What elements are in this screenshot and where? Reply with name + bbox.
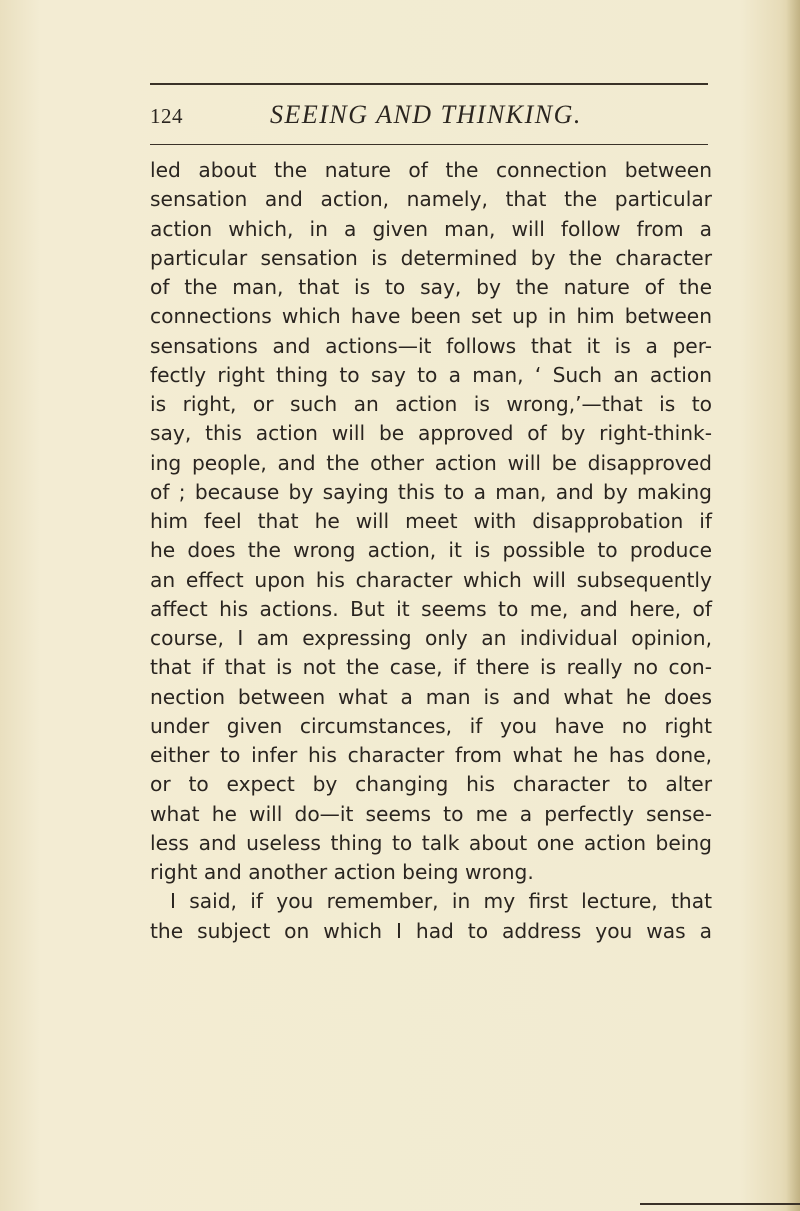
text-line: what he will do—it seems to me a perfectly sense-: [150, 801, 712, 826]
text-line: either to infer his character from what he has done,: [150, 743, 712, 767]
text-line: under given circumstances, if you have no right: [150, 713, 712, 738]
text-line: an effect upon his character which will subsequently: [150, 567, 712, 592]
text-line: he does the wrong action, it is possible to produce: [150, 538, 712, 563]
text-line: or to expect by changing his character to alter: [150, 772, 712, 797]
text-line: connections which have been set up in him between: [150, 304, 712, 329]
page-bottom-edge: [640, 1203, 800, 1205]
header-bottom-rule: [150, 144, 708, 145]
text-line: led about the nature of the connection between: [150, 158, 712, 182]
body-text: [150, 156, 712, 946]
text-line: say, this action will be approved of by right-think-: [150, 421, 712, 446]
header-top-rule: [150, 83, 708, 85]
paragraph-start-line: I said, if you remember, in my first lecture, that: [170, 889, 712, 914]
text-line: of ; because by saying this to a man, and by making: [150, 479, 712, 504]
text-line: course, I am expressing only an individual opinion,: [150, 626, 712, 650]
running-header: [150, 100, 708, 134]
text-line: of the man, that is to say, by the nature of the: [150, 275, 712, 299]
page-number: 124: [150, 104, 183, 128]
text-line: particular sensation is determined by the character: [150, 245, 712, 270]
text-line: him feel that he will meet with disapprobation if: [150, 509, 712, 533]
text-line: affect his actions. But it seems to me, and here, of: [150, 596, 712, 621]
text-line: sensation and action, namely, that the particular: [150, 187, 712, 212]
paragraph-end-line: right and another action being wrong.: [150, 860, 534, 884]
text-line: action which, in a given man, will follow from a: [150, 216, 712, 241]
page-edge-shadow: [786, 0, 800, 1211]
text-line: less and useless thing to talk about one action being: [150, 830, 712, 855]
text-line: the subject on which I had to address you was a: [150, 918, 712, 943]
text-line: fectly right thing to say to a man, ‘ Such an action: [150, 362, 712, 387]
text-line: that if that is not the case, if there is really no con-: [150, 655, 712, 680]
running-title: SEEING AND THINKING.: [270, 100, 582, 129]
text-line: ing people, and the other action will be disapproved: [150, 450, 712, 475]
text-line: is right, or such an action is wrong,’—that is to: [150, 392, 712, 416]
text-line: nection between what a man is and what he does: [150, 684, 712, 709]
text-line: sensations and actions—it follows that it is a per-: [150, 333, 712, 358]
